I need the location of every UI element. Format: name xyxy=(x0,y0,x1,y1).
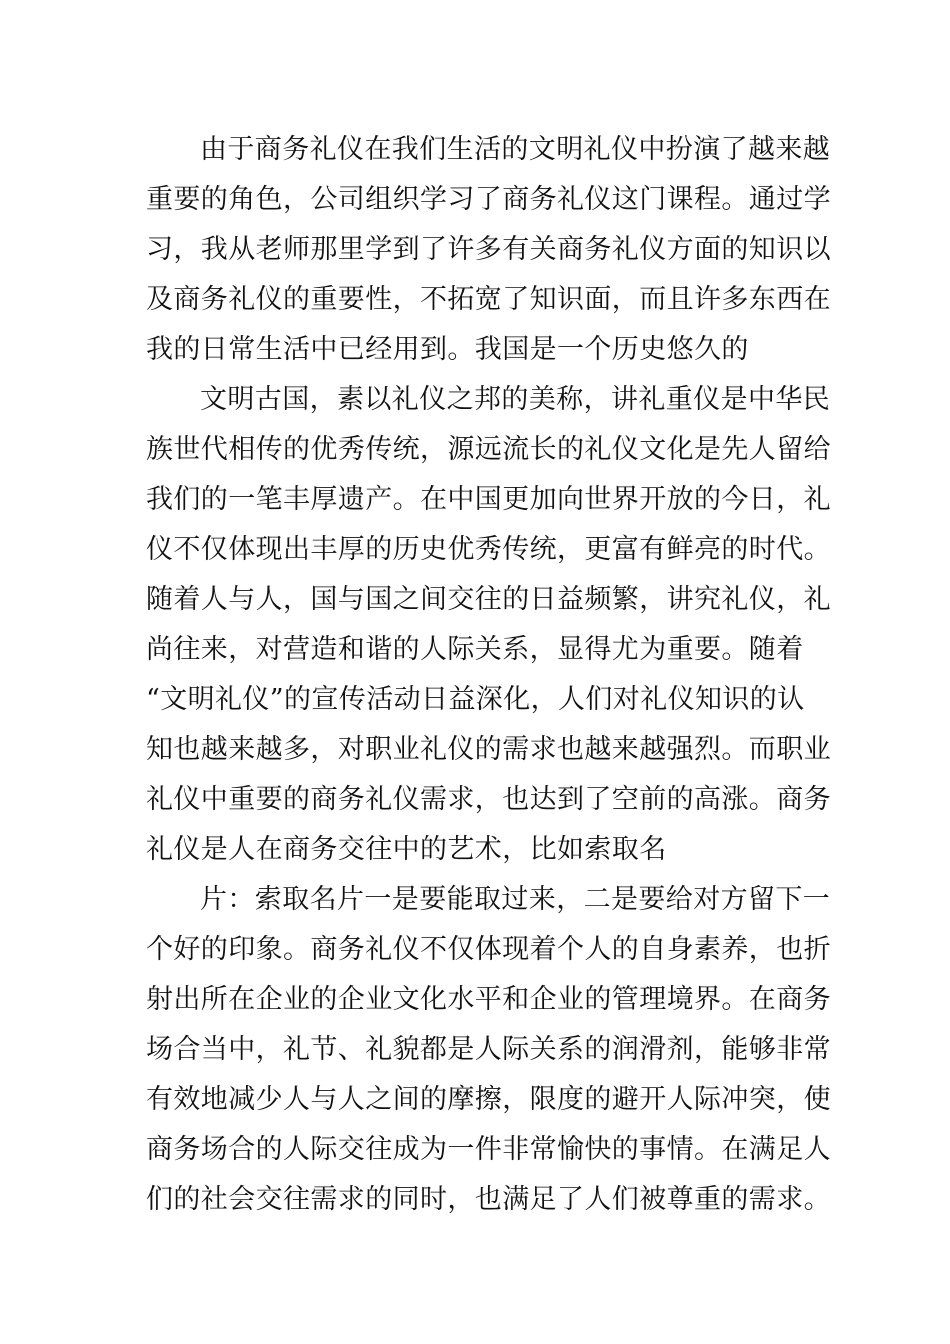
paragraph-2-line-10: 礼仪是人在商务交往中的艺术，比如索取名 xyxy=(146,834,667,865)
paragraph-1-line-3: 习，我从老师那里学到了许多有关商务礼仪方面的知识以 xyxy=(146,234,831,265)
paragraph-3-line-1: 片：索取名片一是要能取过来，二是要给对方留下一 xyxy=(200,884,831,915)
paragraph-2-line-6: 尚往来，对营造和谐的人际关系，显得尤为重要。随着 xyxy=(146,634,804,665)
paragraph-3-line-5: 有效地减少人与人之间的摩擦，限度的避开人际冲突，使 xyxy=(146,1084,831,1115)
paragraph-2-line-9: 礼仪中重要的商务礼仪需求，也达到了空前的高涨。商务 xyxy=(146,784,831,815)
paragraph-3-line-3: 射出所在企业的企业文化水平和企业的管理境界。在商务 xyxy=(146,984,831,1015)
paragraph-3-line-6: 商务场合的人际交往成为一件非常愉快的事情。在满足人 xyxy=(146,1134,831,1165)
paragraph-3-line-4: 场合当中，礼节、礼貌都是人际关系的润滑剂，能够非常 xyxy=(146,1034,831,1065)
paragraph-1-line-1: 由于商务礼仪在我们生活的文明礼仪中扮演了越来越 xyxy=(200,134,831,165)
paragraph-2-line-2: 族世代相传的优秀传统，源远流长的礼仪文化是先人留给 xyxy=(146,434,831,465)
paragraph-2-line-4: 仪不仅体现出丰厚的历史优秀传统，更富有鲜亮的时代。 xyxy=(146,534,831,565)
paragraph-1-line-5: 我的日常生活中已经用到。我国是一个历史悠久的 xyxy=(146,334,749,365)
paragraph-2-line-5: 随着人与人，国与国之间交往的日益频繁，讲究礼仪，礼 xyxy=(146,584,831,615)
paragraph-2-line-1: 文明古国，素以礼仪之邦的美称，讲礼重仪是中华民 xyxy=(200,384,831,415)
paragraph-2-line-3: 我们的一笔丰厚遗产。在中国更加向世界开放的今日，礼 xyxy=(146,484,831,515)
paragraph-3-line-7: 们的社会交往需求的同时，也满足了人们被尊重的需求。 xyxy=(146,1184,831,1215)
paragraph-2-line-7: “文明礼仪”的宣传活动日益深化，人们对礼仪知识的认 xyxy=(146,684,805,715)
paragraph-1-line-2: 重要的角色，公司组织学习了商务礼仪这门课程。通过学 xyxy=(146,184,831,215)
paragraph-3-line-2: 个好的印象。商务礼仪不仅体现着个人的自身素养，也折 xyxy=(146,934,831,965)
paragraph-1-line-4: 及商务礼仪的重要性，不拓宽了知识面，而且许多东西在 xyxy=(146,284,831,315)
paragraph-2-line-8: 知也越来越多，对职业礼仪的需求也越来越强烈。而职业 xyxy=(146,734,831,765)
